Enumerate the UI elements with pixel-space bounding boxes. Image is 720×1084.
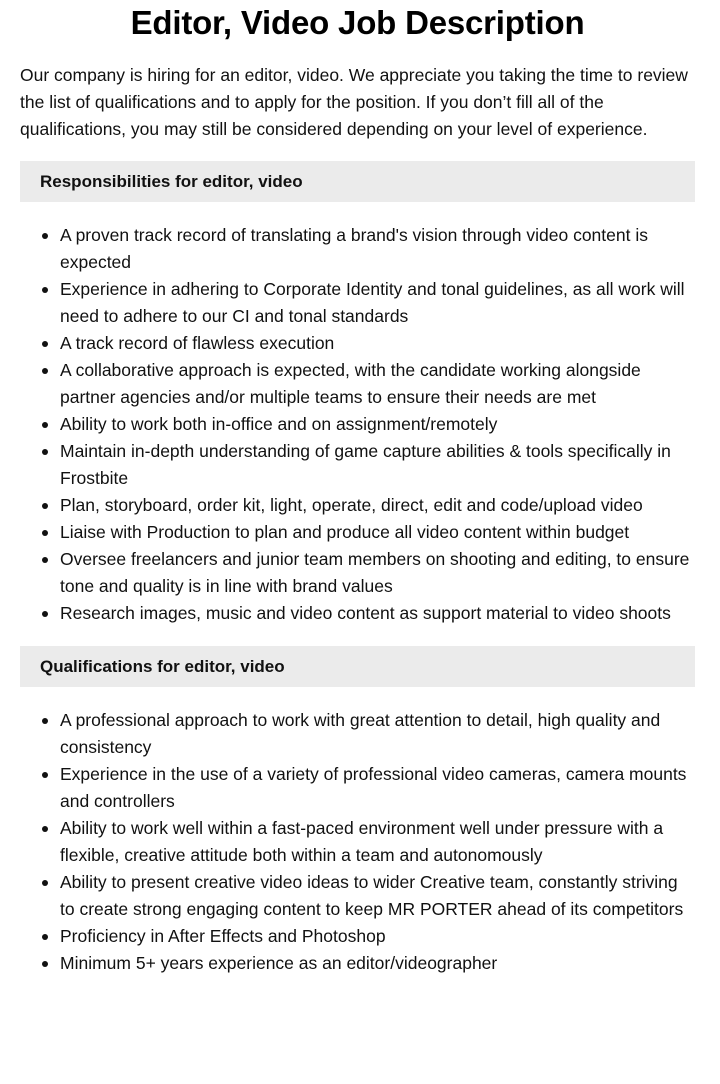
responsibilities-section-header <box>20 161 695 202</box>
qualifications-list <box>20 707 695 977</box>
bullet-icon <box>42 422 48 428</box>
list-item-text: Experience in the use of a variety of professional video cameras, camera mounts and controllers <box>60 764 687 811</box>
list-item <box>60 492 695 519</box>
bullet-icon <box>42 718 48 724</box>
list-item-text: A track record of flawless execution <box>60 333 335 353</box>
list-item-text: Experience in adhering to Corporate Identity and tonal guidelines, as all work will need to adhere to our CI and tonal standards <box>60 279 685 326</box>
bullet-icon <box>42 826 48 832</box>
bullet-icon <box>42 503 48 509</box>
bullet-icon <box>42 934 48 940</box>
list-item-text: Ability to work well within a fast-paced environment well under pressure with a flexible, creative attitude both within a team and autonomously <box>60 818 664 865</box>
list-item <box>60 330 695 357</box>
list-item <box>60 276 695 330</box>
list-item <box>60 869 695 923</box>
bullet-icon <box>42 557 48 563</box>
bullet-icon <box>42 772 48 778</box>
list-item <box>60 600 695 627</box>
responsibilities-list <box>20 222 695 627</box>
list-item-text: Minimum 5+ years experience as an editor/videographer <box>60 953 498 973</box>
list-item <box>60 950 695 977</box>
bullet-icon <box>42 341 48 347</box>
list-item-text: Ability to work both in-office and on assignment/remotely <box>60 414 498 434</box>
list-item <box>60 707 695 761</box>
list-item-text: A proven track record of translating a brand's vision through video content is expected <box>60 225 648 272</box>
list-item-text: Plan, storyboard, order kit, light, operate, direct, edit and code/upload video <box>60 495 643 515</box>
responsibilities-heading: Responsibilities for editor, video <box>40 171 303 191</box>
list-item <box>60 923 695 950</box>
list-item-text: Ability to present creative video ideas to wider Creative team, constantly striving to create strong engaging content to keep MR PORTER ahead of its competitors <box>60 872 684 919</box>
bullet-icon <box>42 530 48 536</box>
list-item <box>60 222 695 276</box>
bullet-icon <box>42 449 48 455</box>
bullet-icon <box>42 880 48 886</box>
bullet-icon <box>42 961 48 967</box>
list-item <box>60 546 695 600</box>
bullet-icon <box>42 368 48 374</box>
qualifications-heading: Qualifications for editor, video <box>40 656 285 676</box>
list-item <box>60 761 695 815</box>
list-item <box>60 411 695 438</box>
list-item-text: Oversee freelancers and junior team members on shooting and editing, to ensure tone and quality is in line with brand values <box>60 549 690 596</box>
list-item <box>60 815 695 869</box>
list-item <box>60 438 695 492</box>
intro-paragraph: Our company is hiring for an editor, video. We appreciate you taking the time to review the list of qualifications and to apply for the position. If you don’t fill all of the qualifications, you may still be considered depending on your level of experience. <box>20 65 688 139</box>
list-item-text: Proficiency in After Effects and Photoshop <box>60 926 386 946</box>
list-item-text: Liaise with Production to plan and produce all video content within budget <box>60 522 630 542</box>
list-item-text: A professional approach to work with great attention to detail, high quality and consistency <box>60 710 661 757</box>
list-item <box>60 519 695 546</box>
list-item <box>60 357 695 411</box>
qualifications-section-header <box>20 646 695 687</box>
list-item-text: A collaborative approach is expected, with the candidate working alongside partner agencies and/or multiple teams to ensure their needs are met <box>60 360 641 407</box>
bullet-icon <box>42 233 48 239</box>
list-item-text: Maintain in-depth understanding of game capture abilities & tools specifically in Frostbite <box>60 441 671 488</box>
page-title: Editor, Video Job Description <box>130 4 585 41</box>
list-item-text: Research images, music and video content as support material to video shoots <box>60 603 671 623</box>
bullet-icon <box>42 287 48 293</box>
bullet-icon <box>42 611 48 617</box>
